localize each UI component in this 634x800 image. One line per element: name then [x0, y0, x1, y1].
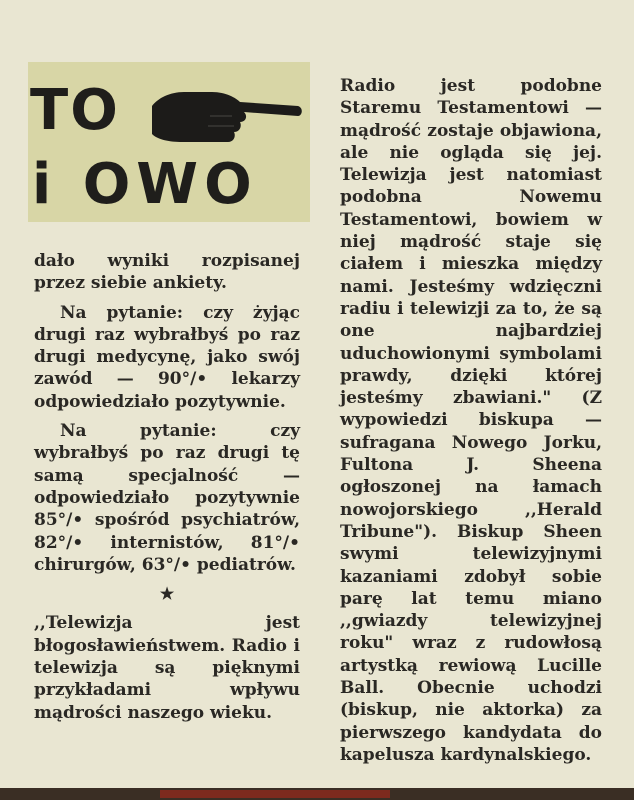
- column-header-box: [28, 62, 310, 222]
- pointing-hand-icon: [148, 76, 304, 148]
- right-paragraph-1: Radio jest podobne Staremu Testamentowi — mądrość zostaje objawiona, ale nie ogląda się jej. Telewizja jest natomiast podobna Nowemu Testamentowi, bowiem w niej mądrość staje się ciałem i mieszka między nami. Jesteśmy wdzięczni radiu i telewizji za to, że są one najbardziej uduchowionymi symbolami prawdy, dzięki której jesteśmy zbawiani." (Z wypowiedzi biskupa — sufragana Nowego Jorku, Fultona J. Sheena ogłoszonej na łamach nowojorskiego ,,Herald Tribune"). Biskup Sheen swymi telewizyjnymi kazaniami zdobył sobie parę lat temu miano ,,gwiazdy telewizyjnej roku" wraz z rudowłosą artystką rewiową Lucille Ball. Obecnie uchodzi (biskup, nie aktorka) za pierwszego kandydata do kapelusza kardynalskiego.: [340, 76, 602, 765]
- left-paragraph-1: dało wyniki rozpisanej przez siebie ankiety.: [34, 251, 300, 294]
- star-separator: ★: [159, 584, 175, 604]
- left-column: [34, 250, 300, 724]
- left-paragraph-4: ,,Telewizja jest błogosławieństwem. Radio i telewizja są pięknymi przykładami wpływu mądrości naszego wieku.: [34, 613, 300, 723]
- left-paragraph-3: Na pytanie: czy wybrałbyś po raz drugi tę samą specjalność — odpowiedziało pozytywnie 85°/• spośród psychiatrów, 82°/• internistów, 81°/• chirurgów, 63°/• pediatrów.: [34, 421, 300, 575]
- left-paragraph-2: Na pytanie: czy żyjąc drugi raz wybrałbyś po raz drugi medycynę, jako swój zawód — 90°/• lekarzy odpowiedziało pozytywnie.: [34, 302, 300, 412]
- right-column: [340, 75, 602, 766]
- page-bottom-red-strip: [160, 790, 390, 798]
- header-title-to: TO: [30, 78, 120, 143]
- header-title-owo: i OWO: [32, 152, 258, 217]
